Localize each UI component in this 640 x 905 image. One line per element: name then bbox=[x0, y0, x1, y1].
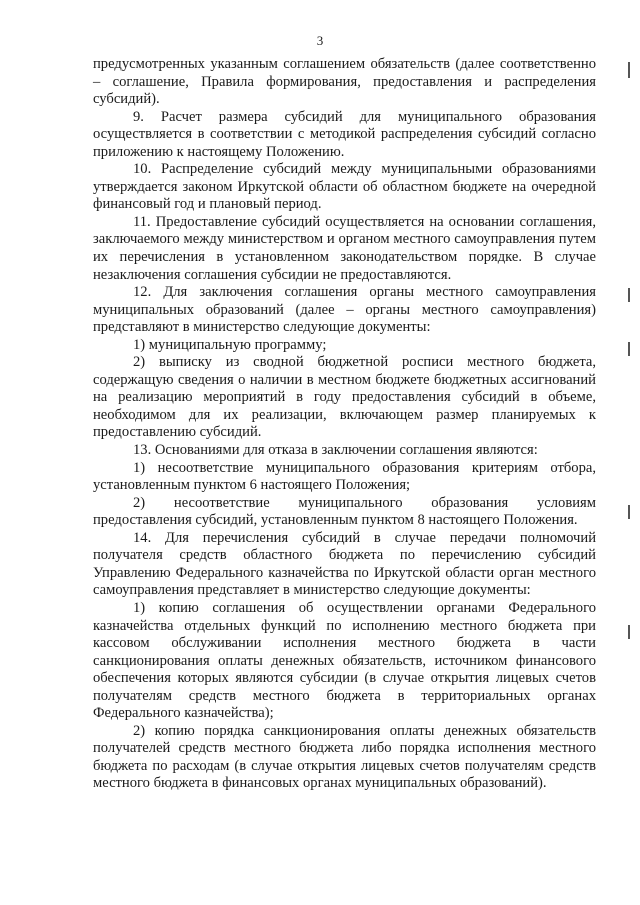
page-number: 3 bbox=[316, 33, 324, 48]
scan-edge-mark bbox=[628, 625, 630, 639]
paragraph-item-11: 11. Предоставление субсидий осуществляется на основании соглашения, заключаемого между министерством и органом местного самоуправления путем их перечисления в установленном законодательством порядке. В случае незаключения соглашения субсидии не предоставляются. bbox=[93, 213, 596, 283]
paragraph-item-9: 9. Расчет размера субсидий для муниципального образования осуществляется в соответствии с методикой распределения субсидий согласно приложению к настоящему Положению. bbox=[93, 108, 596, 160]
scan-edge-mark bbox=[628, 505, 630, 519]
paragraph-item-13-2: 2) несоответствие муниципального образования условиям предоставления субсидий, установленным пунктом 8 настоящего Положения. bbox=[93, 494, 596, 529]
scan-edge-mark bbox=[628, 288, 630, 302]
paragraph-item-13: 13. Основаниями для отказа в заключении соглашения являются: bbox=[133, 442, 538, 459]
paragraph-item-12-1: 1) муниципальную программу; bbox=[133, 336, 327, 353]
document-body bbox=[93, 56, 596, 793]
paragraph-item-12-2: 2) выписку из сводной бюджетной росписи местного бюджета, содержащую сведения о наличии в местном бюджете бюджетных ассигнований на реализацию мероприятий в году предоставления субсидий в объеме, необходимом для их реализации, включающем размер планируемых к предоставлению субсидий. bbox=[93, 354, 596, 441]
paragraph-item-12: 12. Для заключения соглашения органы местного самоуправления муниципальных образований (далее – органы местного самоуправления) представляют в министерство следующие документы: bbox=[93, 284, 596, 336]
scan-edge-mark bbox=[628, 62, 630, 78]
paragraph-item-10: 10. Распределение субсидий между муниципальными образованиями утверждается законом Иркутской области об областном бюджете на очередной финансовый год и плановый период. bbox=[93, 161, 596, 213]
paragraph-item-14-1: 1) копию соглашения об осуществлении органами Федерального казначейства отдельных функций по исполнению местного бюджета при кассовом обслуживании исполнения местного бюджета в части санкционирования оплаты денежных обязательств, источником финансового обеспечения которых являются субсидии (в случае открытия лицевых счетов получателям средств местного бюджета в территориальных органах Федерального казначейства); bbox=[93, 599, 596, 722]
paragraph-continuation: предусмотренных указанным соглашением обязательств (далее соответственно – соглашение, Правила формирования, предоставления и распределения субсидий). bbox=[93, 56, 596, 108]
scan-edge-mark bbox=[628, 342, 630, 356]
paragraph-item-13-1: 1) несоответствие муниципального образования критериям отбора, установленным пунктом 6 настоящего Положения; bbox=[93, 459, 596, 494]
paragraph-item-14: 14. Для перечисления субсидий в случае передачи полномочий получателя средств областного бюджета по перечислению субсидий Управлению Федерального казначейства по Иркутской области орган местного самоуправления представляет в министерство следующие документы: bbox=[93, 529, 596, 599]
paragraph-item-14-2: 2) копию порядка санкционирования оплаты денежных обязательств получателей средств местного бюджета либо порядка исполнения местного бюджета по расходам (в случае открытия лицевых счетов получателям средств местного бюджета в финансовых органах муниципальных образований). bbox=[93, 722, 596, 792]
